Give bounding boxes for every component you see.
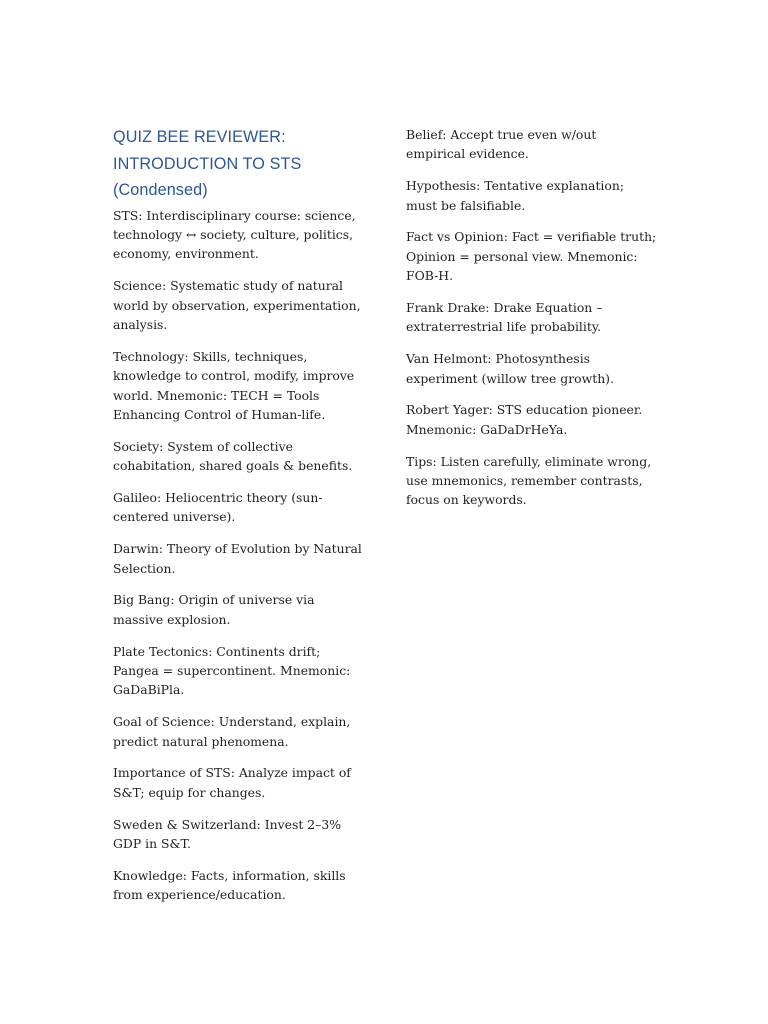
document-title <box>113 124 365 204</box>
entry-sts: STS: Interdisciplinary course: science, technology ↔ society, culture, politics, economy, environment. <box>113 207 356 262</box>
entry-hypothesis: Hypothesis: Tentative explanation; must be falsifiable. <box>406 178 625 213</box>
entry-darwin: Darwin: Theory of Evolution by Natural Selection. <box>113 541 362 576</box>
entry-science: Science: Systematic study of natural world by observation, experimentation, analysis. <box>113 278 361 332</box>
title-line-1: QUIZ BEE REVIEWER: <box>113 128 286 146</box>
entry-plate-tectonics: Plate Tectonics: Continents drift; Pangea = supercontinent. Mnemonic: GaDaBiPla. <box>113 643 351 698</box>
title-line-2: INTRODUCTION TO STS <box>113 154 302 173</box>
entry-big-bang: Big Bang: Origin of universe via massive explosion. <box>113 592 315 627</box>
entry-sweden-switzerland: Sweden & Switzerland: Invest 2–3% GDP in S&T. <box>113 816 341 851</box>
entry-fact-vs-opinion: Fact vs Opinion: Fact = verifiable truth; Opinion = personal view. Mnemonic: FOB-H. <box>406 229 657 284</box>
entry-frank-drake: Frank Drake: Drake Equation – extraterrestrial life probability. <box>406 300 603 335</box>
entry-technology: Technology: Skills, techniques, knowledge to control, modify, improve world. Mnemonic: TECH = Tools Enhancing Control of Human-life. <box>113 348 355 422</box>
entry-belief: Belief: Accept true even w/out empirical evidence. <box>406 127 597 162</box>
entry-importance-of-sts: Importance of STS: Analyze impact of S&T; equip for changes. <box>113 765 351 800</box>
entry-knowledge: Knowledge: Facts, information, skills from experience/education. <box>113 867 346 903</box>
right-column <box>406 125 658 522</box>
left-column <box>113 124 365 917</box>
entry-society: Society: System of collective cohabitation, shared goals & benefits. <box>113 438 353 474</box>
entry-tips: Tips: Listen carefully, eliminate wrong, use mnemonics, remember contrasts, focus on keywords. <box>406 453 652 508</box>
entry-robert-yager: Robert Yager: STS education pioneer. Mnemonic: GaDaDrHeYa. <box>406 402 643 437</box>
title-line-3: (Condensed) <box>113 181 208 199</box>
entry-goal-of-science: Goal of Science: Understand, explain, predict natural phenomena. <box>113 714 351 749</box>
entry-van-helmont: Van Helmont: Photosynthesis experiment (willow tree growth). <box>406 351 614 386</box>
entry-galileo: Galileo: Heliocentric theory (sun-centered universe). <box>113 489 323 525</box>
